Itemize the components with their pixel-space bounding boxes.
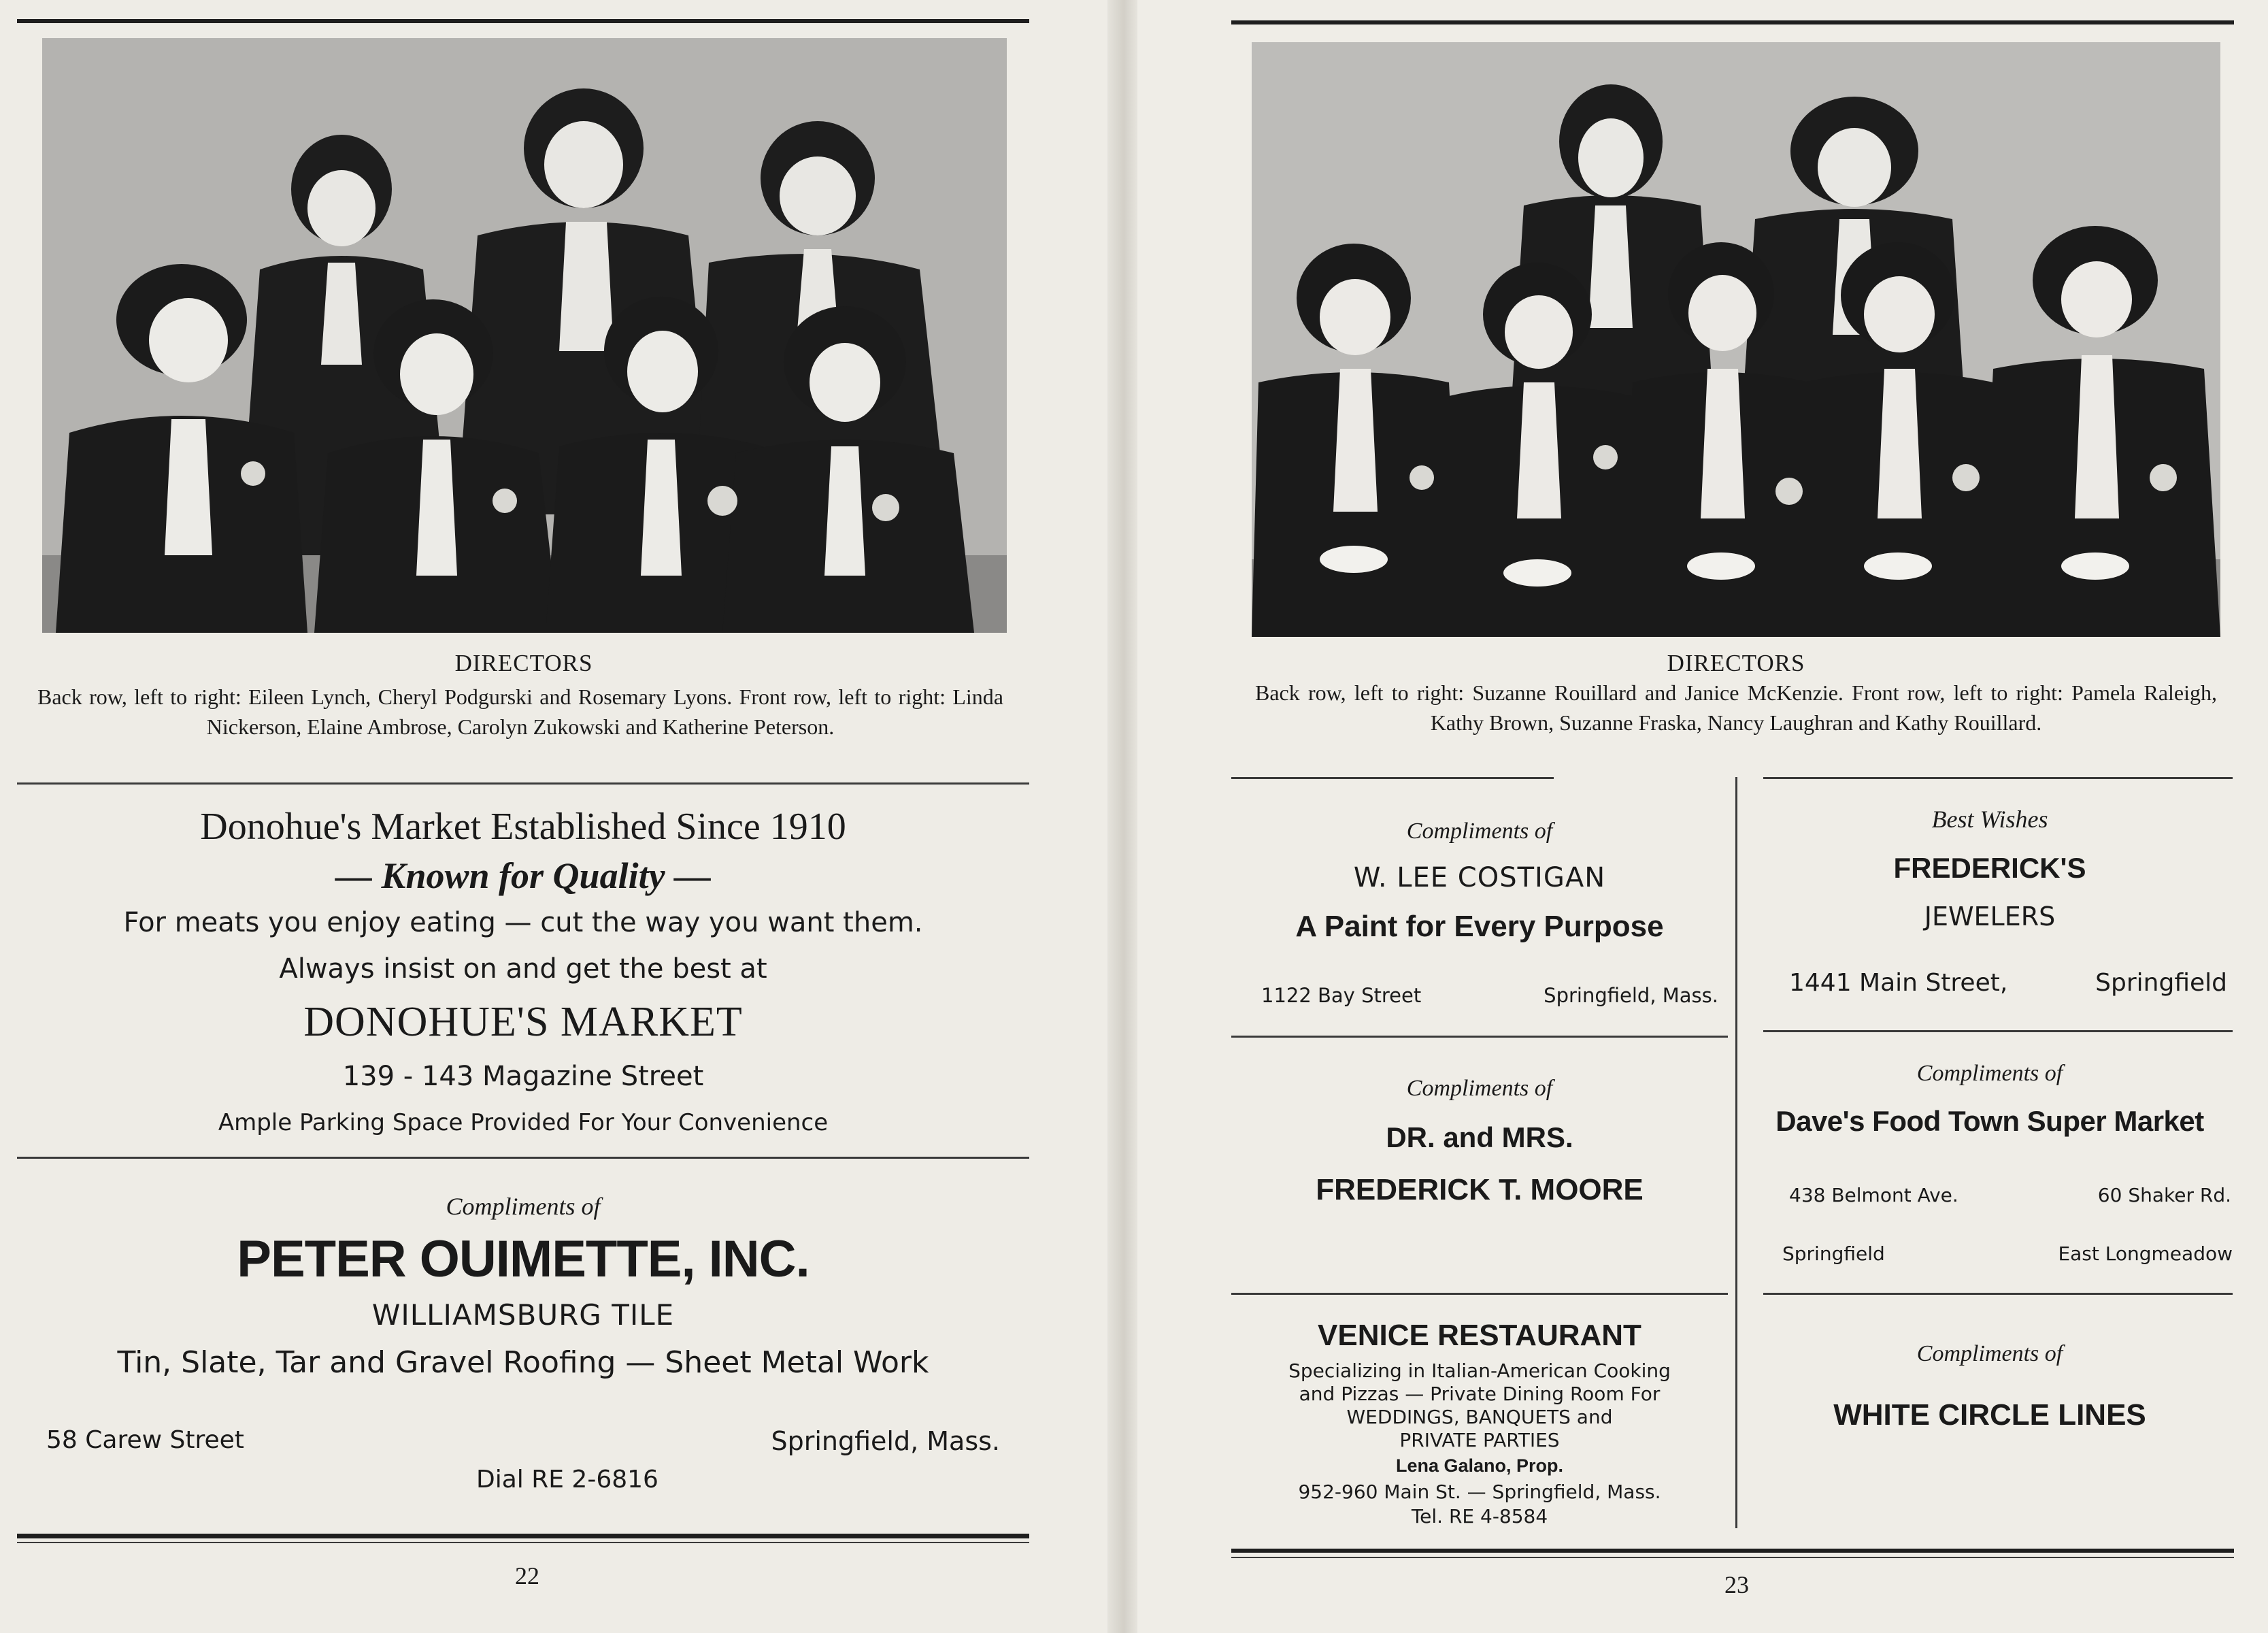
venice-desc3: WEDDINGS, BANQUETS and <box>1346 1406 1613 1428</box>
costigan-ad <box>1231 811 1728 950</box>
top-rule <box>1231 20 2234 24</box>
daves-city2: East Longmeadow <box>2058 1242 2233 1265</box>
ouimette-subtitle: WILLIAMSBURG TILE <box>371 1298 675 1332</box>
venice-phone: Tel. RE 4-8584 <box>1411 1505 1548 1528</box>
daves-compliments: Compliments of <box>1916 1061 2063 1086</box>
directors-photo-right <box>1252 42 2220 637</box>
donohue-line1: For meats you enjoy eating — cut the way you want them. <box>123 907 923 938</box>
venice-desc2: and Pizzas — Private Dining Room For <box>1299 1383 1661 1405</box>
ouimette-name: PETER OUIMETTE, INC. <box>237 1230 810 1288</box>
page-number-left: 22 <box>515 1562 539 1589</box>
divider <box>1763 1293 2233 1295</box>
daves-addr2: 60 Shaker Rd. <box>2097 1184 2231 1206</box>
fredericks-city: Springfield <box>2095 969 2227 997</box>
ouimette-compliments: Compliments of <box>446 1193 601 1220</box>
donohue-name: DONOHUE'S MARKET <box>303 999 743 1045</box>
costigan-name: W. LEE COSTIGAN <box>1353 862 1606 893</box>
donohue-parking: Ample Parking Space Provided For Your Convenience <box>218 1109 829 1136</box>
venice-prop: Lena Galano, Prop. <box>1395 1455 1564 1476</box>
donohue-ad <box>17 799 1029 1145</box>
divider <box>1231 1036 1728 1038</box>
group-photo-illustration <box>42 38 1007 633</box>
whitecircle-ad <box>1745 1334 2235 1456</box>
fredericks-type: JEWELERS <box>1924 902 2056 931</box>
venice-desc1: Specializing in Italian-American Cooking <box>1288 1359 1671 1382</box>
donohue-tagline: — Known for Quality — <box>335 855 712 896</box>
donohue-line2: Always insist on and get the best at <box>279 953 767 985</box>
left-page <box>0 0 1122 1633</box>
caption-title-right: DIRECTORS <box>1667 650 1805 676</box>
book-spine <box>1107 0 1137 1633</box>
bottom-rule <box>17 1534 1029 1538</box>
fredericks-ad <box>1745 799 2235 936</box>
whitecircle-compliments: Compliments of <box>1916 1341 2063 1366</box>
column-divider <box>1735 777 1737 1528</box>
divider <box>1763 777 2233 779</box>
daves-city1: Springfield <box>1782 1242 1885 1265</box>
venice-desc4: PRIVATE PARTIES <box>1399 1429 1560 1451</box>
costigan-street: 1122 Bay Street <box>1261 984 1422 1007</box>
ouimette-services: Tin, Slate, Tar and Gravel Roofing — Sheet Metal Work <box>117 1345 929 1380</box>
moore-ad <box>1231 1068 1728 1214</box>
moore-line2: FREDERICK T. MOORE <box>1316 1173 1644 1206</box>
page-number-right: 23 <box>1724 1571 1749 1598</box>
group-photo-illustration <box>1252 42 2220 637</box>
ouimette-ad <box>17 1187 1029 1389</box>
right-page <box>1137 0 2268 1633</box>
bottom-rule <box>1231 1549 2234 1553</box>
divider <box>17 1157 1029 1159</box>
whitecircle-name: WHITE CIRCLE LINES <box>1833 1398 2146 1432</box>
donohue-address: 139 - 143 Magazine Street <box>342 1061 704 1092</box>
moore-line1: DR. and MRS. <box>1386 1121 1573 1153</box>
bottom-rule-thin <box>17 1542 1029 1543</box>
costigan-compliments: Compliments of <box>1406 819 1553 844</box>
divider <box>1231 1293 1728 1295</box>
bottom-rule-thin <box>1231 1557 2234 1558</box>
venice-name: VENICE RESTAURANT <box>1318 1319 1641 1352</box>
fredericks-name: FREDERICK'S <box>1893 852 2086 884</box>
venice-address: 952-960 Main St. — Springfield, Mass. <box>1298 1481 1661 1503</box>
caption-text-left: Back row, left to right: Eileen Lynch, Cheryl Podgurski and Rosemary Lyons. Front row, left to right: Linda Nickerson, Elaine Ambrose, Carolyn Zukowski and Katherine Peterson. <box>37 684 1003 739</box>
caption-title-left: DIRECTORS <box>454 650 593 676</box>
donohue-headline: Donohue's Market Established Since 1910 <box>200 806 846 848</box>
daves-addr1: 438 Belmont Ave. <box>1789 1184 1958 1206</box>
ouimette-street: 58 Carew Street <box>46 1426 244 1454</box>
costigan-city: Springfield, Mass. <box>1544 984 1718 1007</box>
divider <box>1231 777 1554 779</box>
divider <box>1763 1030 2233 1032</box>
daves-name: Dave's Food Town Super Market <box>1775 1105 2204 1137</box>
ouimette-phone: Dial RE 2-6816 <box>476 1466 658 1494</box>
directors-photo-left <box>42 38 1007 633</box>
venice-ad <box>1231 1312 1728 1528</box>
fredericks-wishes: Best Wishes <box>1931 806 2048 833</box>
daves-ad <box>1745 1052 2235 1147</box>
divider <box>17 782 1029 785</box>
top-rule <box>17 19 1029 23</box>
caption-text-right: Back row, left to right: Suzanne Rouillard and Janice McKenzie. Front row, left to right: Pamela Raleigh, Kathy Brown, Suzanne Fraska, Nancy Laughran and Kathy Rouillard. <box>1255 680 2217 735</box>
fredericks-street: 1441 Main Street, <box>1789 969 2008 997</box>
costigan-slogan: A Paint for Every Purpose <box>1295 910 1664 943</box>
moore-compliments: Compliments of <box>1406 1076 1553 1101</box>
ouimette-city: Springfield, Mass. <box>771 1426 1000 1456</box>
